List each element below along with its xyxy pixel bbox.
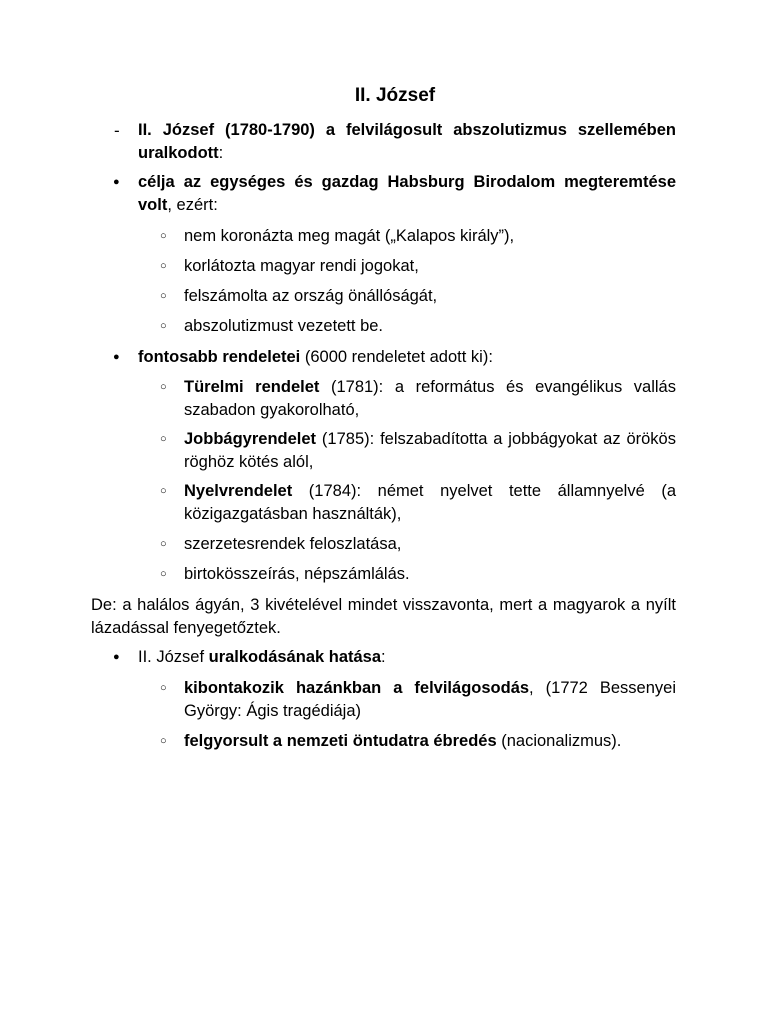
decree-desc: (1784): német nyelvet tette államnyelvé (a közigazgatásban használták), — [184, 482, 676, 523]
effect-item-bold: felgyorsult a nemzeti öntudatra ébredés — [184, 732, 497, 750]
effect-item-rest: (nacionalizmus). — [496, 732, 622, 750]
effect-item-bold: kibontakozik hazánkban a felvilágosodás — [184, 679, 530, 697]
circle-bullet-icon: ○ — [160, 485, 167, 497]
bullet-icon: ● — [113, 651, 120, 663]
decree-item — [184, 533, 676, 556]
decree-desc: (1785): felszabadította a jobbágyokat az örökös röghöz kötés alól, — [184, 430, 676, 471]
effect-item-rest: , (1772 Bessenyei György: Ágis tragédiája) — [184, 679, 676, 720]
decree-desc: szerzetesrendek feloszlatása, — [184, 535, 402, 553]
circle-bullet-icon: ○ — [160, 260, 167, 272]
decree-name: Nyelvrendelet — [184, 482, 293, 500]
decree-name: Türelmi rendelet — [184, 378, 320, 396]
circle-bullet-icon: ○ — [160, 568, 167, 580]
decree-item — [184, 480, 676, 526]
decrees-rest-text: (6000 rendeletet adott ki): — [300, 348, 493, 366]
circle-bullet-icon: ○ — [160, 735, 167, 747]
decree-desc: (1781): a református és evangélikus vallás szabadon gyakorolható, — [184, 378, 676, 419]
effect-paragraph — [138, 646, 676, 669]
effect-plain-text: II. József — [138, 648, 209, 666]
aim-item: felszámolta az ország önállóságát, — [184, 287, 438, 305]
decree-item — [184, 376, 676, 422]
circle-bullet-icon: ○ — [160, 290, 167, 302]
aim-item: korlátozta magyar rendi jogokat, — [184, 257, 419, 275]
decrees-paragraph — [138, 346, 676, 369]
intro-rest-text: : — [218, 144, 224, 162]
aim-rest-text: , ezért: — [167, 196, 218, 214]
circle-bullet-icon: ○ — [160, 433, 167, 445]
bullet-icon: ● — [113, 351, 120, 363]
intro-paragraph — [138, 119, 676, 165]
dash-marker: - — [114, 121, 120, 140]
circle-bullet-icon: ○ — [160, 682, 167, 694]
effect-item — [184, 677, 676, 723]
circle-bullet-icon: ○ — [160, 381, 167, 393]
circle-bullet-icon: ○ — [160, 230, 167, 242]
bullet-icon: ● — [113, 176, 120, 188]
circle-bullet-icon: ○ — [160, 320, 167, 332]
aim-paragraph — [138, 171, 676, 217]
aim-item: abszolutizmust vezetett be. — [184, 317, 384, 335]
decree-item — [184, 428, 676, 474]
aim-item: nem koronázta meg magát („Kalapos király”), — [184, 227, 515, 245]
effect-rest-text: : — [381, 648, 386, 666]
page-title: II. József — [354, 85, 436, 106]
decree-item — [184, 563, 676, 586]
aim-bold-text: célja az egységes és gazdag Habsburg Birodalom megteremtése volt — [138, 173, 676, 214]
effect-bold-text: uralkodásának hatása — [208, 648, 382, 666]
effect-item — [184, 730, 676, 753]
decree-name: Jobbágyrendelet — [184, 430, 317, 448]
note-paragraph: De: a halálos ágyán, 3 kivételével mindet visszavonta, mert a magyarok a nyílt lázadással fenyegetőztek. — [91, 596, 676, 637]
circle-bullet-icon: ○ — [160, 538, 167, 550]
decrees-bold-text: fontosabb rendeletei — [138, 348, 301, 366]
intro-bold-text: II. József (1780-1790) a felvilágosult abszolutizmus szellemében uralkodott — [138, 121, 676, 162]
decree-desc: birtokösszeírás, népszámlálás. — [184, 565, 410, 583]
